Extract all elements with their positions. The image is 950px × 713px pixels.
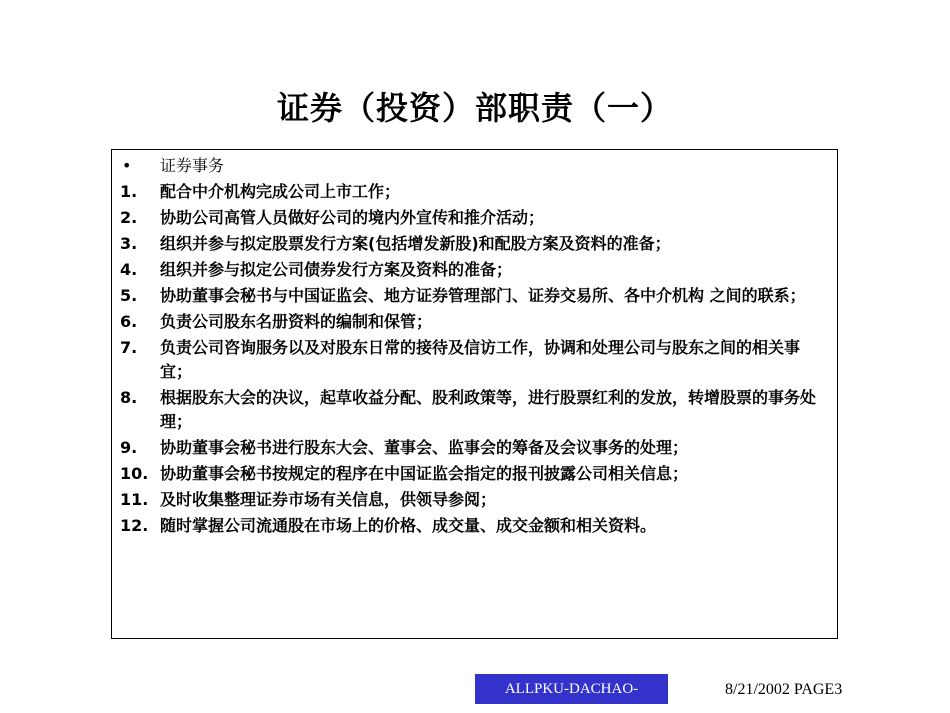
item-text: 配合中介机构完成公司上市工作； bbox=[160, 182, 401, 201]
footer-date-page: 8/21/2002 PAGE3 bbox=[725, 681, 843, 698]
item-text: 协助公司高管人员做好公司的境内外宣传和推介活动； bbox=[160, 208, 545, 227]
item-number: 12. bbox=[120, 516, 149, 535]
slide-title: 证券（投资）部职责（一） bbox=[276, 89, 673, 127]
list-item bbox=[120, 258, 825, 282]
item-text: 协助董事会秘书进行股东大会、董事会、监事会的筹备及会议事务的处理； bbox=[160, 438, 689, 457]
list-item bbox=[120, 206, 825, 230]
list-header-label: 证券事务 bbox=[160, 156, 225, 175]
item-text: 组织并参与拟定股票发行方案(包括增发新股)和配股方案及资料的准备； bbox=[160, 234, 671, 253]
list-item bbox=[120, 180, 825, 204]
item-text: 随时掌握公司流通股在市场上的价格、成交量、成交金额和相关资料。 bbox=[160, 516, 657, 535]
item-text: 协助董事会秘书与中国证监会、地方证券管理部门、证券交易所、各中介机构 之间的联系； bbox=[160, 286, 806, 305]
item-number: 11. bbox=[120, 490, 149, 509]
item-number: 9. bbox=[120, 438, 138, 457]
item-text: 协助董事会秘书按规定的程序在中国证监会指定的报刊披露公司相关信息； bbox=[160, 464, 689, 483]
list-item bbox=[120, 336, 825, 384]
item-number: 8. bbox=[120, 388, 138, 407]
item-number: 2. bbox=[120, 208, 138, 227]
item-number: 6. bbox=[120, 312, 138, 331]
list-item bbox=[120, 436, 825, 460]
item-number: 3. bbox=[120, 234, 138, 253]
item-number: 10. bbox=[120, 464, 149, 483]
item-number: 4. bbox=[120, 260, 138, 279]
item-text: 根据股东大会的决议，起草收益分配、股利政策等，进行股票红利的发放，转增股票的事务处理； bbox=[160, 388, 817, 431]
list-item bbox=[120, 386, 825, 434]
bullet-marker: • bbox=[122, 156, 132, 175]
item-text: 及时收集整理证券市场有关信息，供领导参阅； bbox=[160, 490, 497, 509]
content-box bbox=[111, 149, 838, 639]
item-text: 负责公司股东名册资料的编制和保管； bbox=[160, 312, 433, 331]
list-item bbox=[120, 284, 825, 308]
list-item bbox=[120, 514, 825, 538]
item-number: 5. bbox=[120, 286, 138, 305]
item-number: 7. bbox=[120, 338, 138, 357]
list-item bbox=[120, 488, 825, 512]
item-number: 1. bbox=[120, 182, 138, 201]
list-header bbox=[120, 154, 825, 178]
list-item bbox=[120, 462, 825, 486]
duty-list bbox=[120, 154, 825, 540]
item-text: 负责公司咨询服务以及对股东日常的接待及信访工作，协调和处理公司与股东之间的相关事宜； bbox=[160, 338, 801, 381]
list-item bbox=[120, 232, 825, 256]
footer-label-box: ALLPKU-DACHAO- bbox=[475, 674, 668, 704]
item-text: 组织并参与拟定公司债券发行方案及资料的准备； bbox=[160, 260, 513, 279]
list-item bbox=[120, 310, 825, 334]
